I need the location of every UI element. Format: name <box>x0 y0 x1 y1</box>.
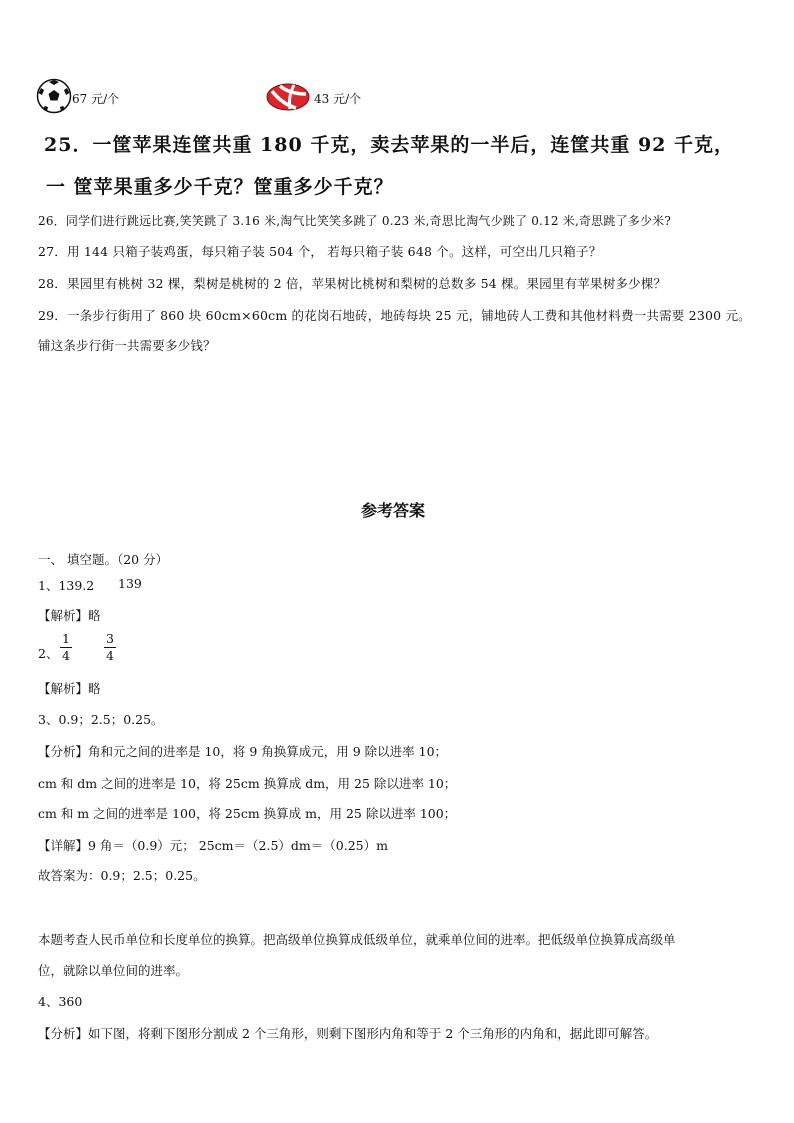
answer-3-label: 3、0.9；2.5；0.25。 <box>38 712 164 727</box>
question-29-line1: 29．一条步行街用了 860 块 60cm×60cm 的花岗石地砖，地砖每块 25 元，铺地砖人工费和其他材料费一共需要 2300 元。 <box>38 308 751 323</box>
soccer-ball-icon <box>36 78 72 114</box>
volleyball-icon <box>266 82 310 112</box>
fraction-denominator: 4 <box>106 648 114 663</box>
answer-3-analysis-line3: cm 和 m 之间的进率是 100，将 25cm 换算成 m，用 25 除以进率 100； <box>38 806 457 821</box>
price-text-soccer: 67 元/个 <box>72 92 120 106</box>
answer-2-analysis: 【解析】略 <box>38 681 101 696</box>
fraction-denominator: 4 <box>62 648 70 663</box>
answer-3-conclusion: 故答案为：0.9；2.5；0.25。 <box>38 868 206 883</box>
question-26: 26．同学们进行跳远比赛,笑笑跳了 3.16 米,淘气比笑笑多跳了 0.23 米,奇思比淘气少跳了 0.12 米,奇思跳了多少米? <box>38 214 672 228</box>
fraction-1-4 <box>60 632 72 663</box>
price-text-volleyball: 43 元/个 <box>314 92 362 106</box>
fraction-3-4 <box>104 632 116 663</box>
answer-1-analysis: 【解析】略 <box>38 608 101 623</box>
question-28: 28．果园里有桃树 32 棵，梨树是桃树的 2 倍，苹果树比桃树和梨树的总数多 54 棵。果园里有苹果树多少棵？ <box>38 276 667 291</box>
answer-3-note-line2: 位，就除以单位间的进率。 <box>38 963 189 978</box>
answer-3-note-line1: 本题考查人民币单位和长度单位的换算。把高级单位换算成低级单位，就乘单位间的进率。把低级单位换算成高级单 <box>38 932 676 947</box>
question-27: 27．用 144 只箱子装鸡蛋，每只箱子装 504 个， 若每只箱子装 648 个。这样，可空出几只箱子？ <box>38 244 602 259</box>
answer-1-label: 1、139.2 <box>38 578 95 593</box>
fraction-numerator: 1 <box>62 631 70 646</box>
fraction-numerator: 3 <box>106 631 114 646</box>
answer-4-label: 4、360 <box>38 994 83 1009</box>
question-29-line2: 铺这条步行街一共需要多少钱？ <box>38 338 216 353</box>
section-heading: 一、 填空题。（20 分） <box>38 552 169 567</box>
answer-3-analysis-line1: 【分析】角和元之间的进率是 10，将 9 角换算成元，用 9 除以进率 10； <box>38 744 448 759</box>
question-25-line2: 一 筐苹果重多少千克？筐重多少千克？ <box>46 176 394 198</box>
answer-1-value2: 139 <box>118 576 142 591</box>
answer-3-detail: 【详解】9 角＝（0.9）元； 25cm＝（2.5）dm＝（0.25）m <box>38 838 388 853</box>
answer-4-analysis-line1: 【分析】如下图，将剩下图形分割成 2 个三角形，则剩下图形内角和等于 2 个三角形的内角和，据此即可解答。 <box>38 1026 658 1041</box>
answer-3-analysis-line2: cm 和 dm 之间的进率是 10，将 25cm 换算成 dm，用 25 除以进率 10； <box>38 776 457 791</box>
answers-title: 参考答案 <box>361 501 426 520</box>
question-25-line1: 25．一筐苹果连筐共重 180 千克，卖去苹果的一半后，连筐共重 92 千克， <box>44 134 735 156</box>
answer-2-label: 2、 <box>38 646 59 661</box>
